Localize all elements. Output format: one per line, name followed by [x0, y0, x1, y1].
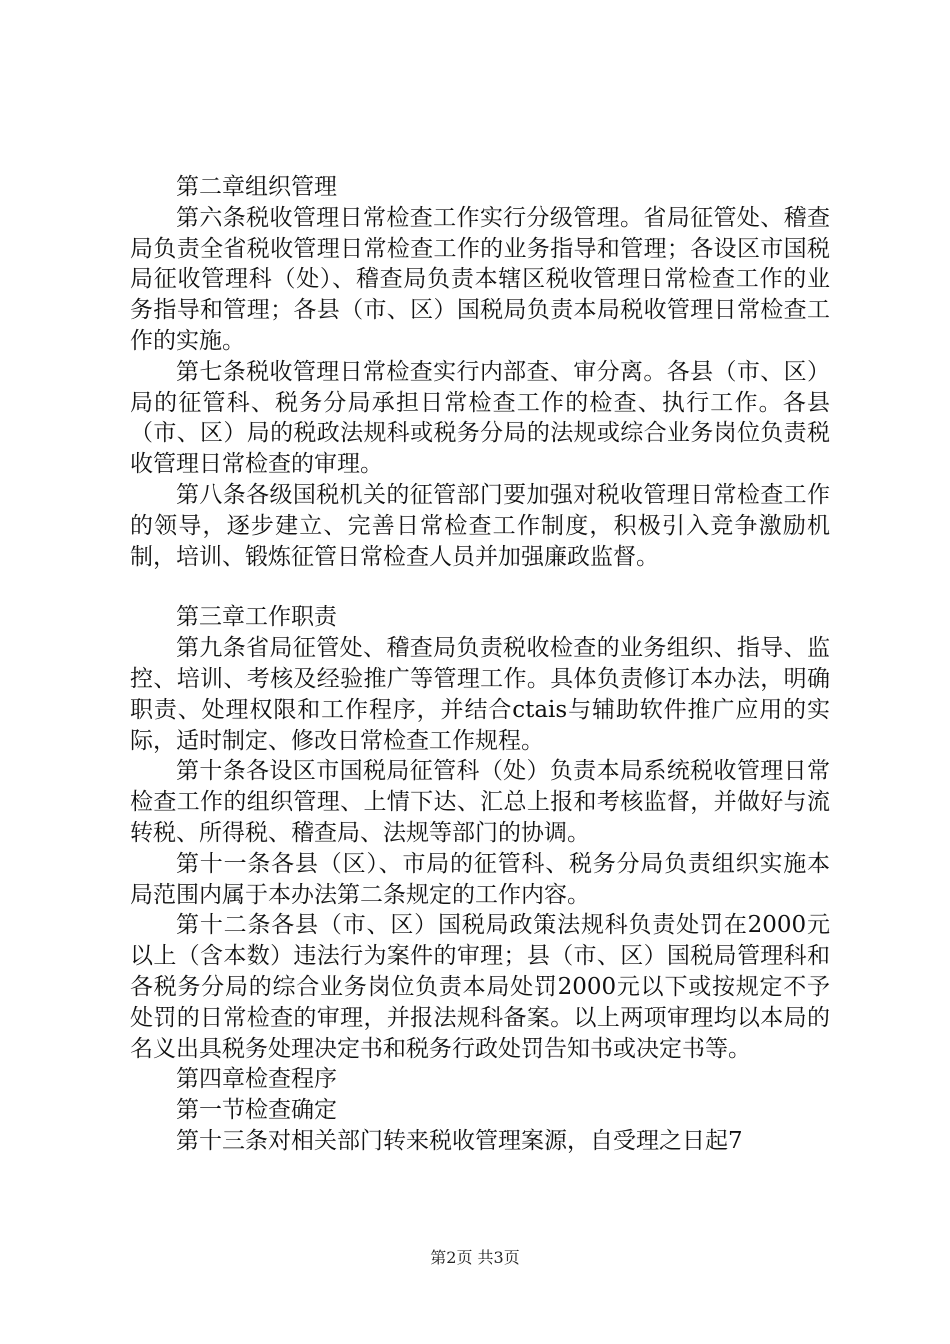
- chapter-2-title: 第二章组织管理: [176, 174, 337, 200]
- document-body: [130, 172, 830, 1157]
- article-7: 第七条税收管理日常检查实行内部查、审分离。各县（市、区）局的征管科、税务分局承担日常检查工作的检查、执行工作。各县（市、区）局的税政法规科或税务分局的法规或综合业务岗位负责税收管理日常检查的审理。: [130, 358, 830, 478]
- chapter-3-title: 第三章工作职责: [176, 604, 337, 631]
- article-6: 第六条税收管理日常检查工作实行分级管理。省局征管处、稽查局负责全省税收管理日常检查工作的业务指导和管理；各设区市国税局征收管理科（处）、稽查局负责本辖区税收管理日常检查工作的业务指导和管理；各县（市、区）国税局负责本局税收管理日常检查工作的实施。: [130, 204, 830, 354]
- section-1-title: 第一节检查确定: [176, 1097, 337, 1124]
- article-10: 第十条各设区市国税局征管科（处）负责本局系统税收管理日常检查工作的组织管理、上情下达、汇总上报和考核监督，并做好与流转税、所得税、稽查局、法规等部门的协调。: [130, 758, 830, 846]
- page-number-footer: 第2页 共3页: [430, 1248, 520, 1267]
- chapter-4-title: 第四章检查程序: [176, 1066, 337, 1093]
- article-12: 第十二条各县（市、区）国税局政策法规科负责处罚在2000元以上（含本数）违法行为案件的审理；县（市、区）国税局管理科和各税务分局的综合业务岗位负责本局处罚2000元以下或按规定不予处罚的日常检查的审理，并报法规科备案。以上两项审理均以本局的名义出具税务处理决定书和税务行政处罚告知书或决定书等。: [130, 912, 830, 1062]
- article-11: 第十一条各县（区）、市局的征管科、税务分局负责组织实施本局范围内属于本办法第二条规定的工作内容。: [130, 850, 830, 908]
- article-13: 第十三条对相关部门转来税收管理案源，自受理之日起7: [176, 1127, 743, 1154]
- article-9: 第九条省局征管处、稽查局负责税收检查的业务组织、指导、监控、培训、考核及经验推广等管理工作。具体负责修订本办法，明确职责、处理权限和工作程序，并结合ctais与辅助软件推广应用的实际，适时制定、修改日常检查工作规程。: [130, 635, 830, 754]
- article-8: 第八条各级国税机关的征管部门要加强对税收管理日常检查工作的领导，逐步建立、完善日常检查工作制度，积极引入竞争激励机制，培训、锻炼征管日常检查人员并加强廉政监督。: [130, 481, 830, 570]
